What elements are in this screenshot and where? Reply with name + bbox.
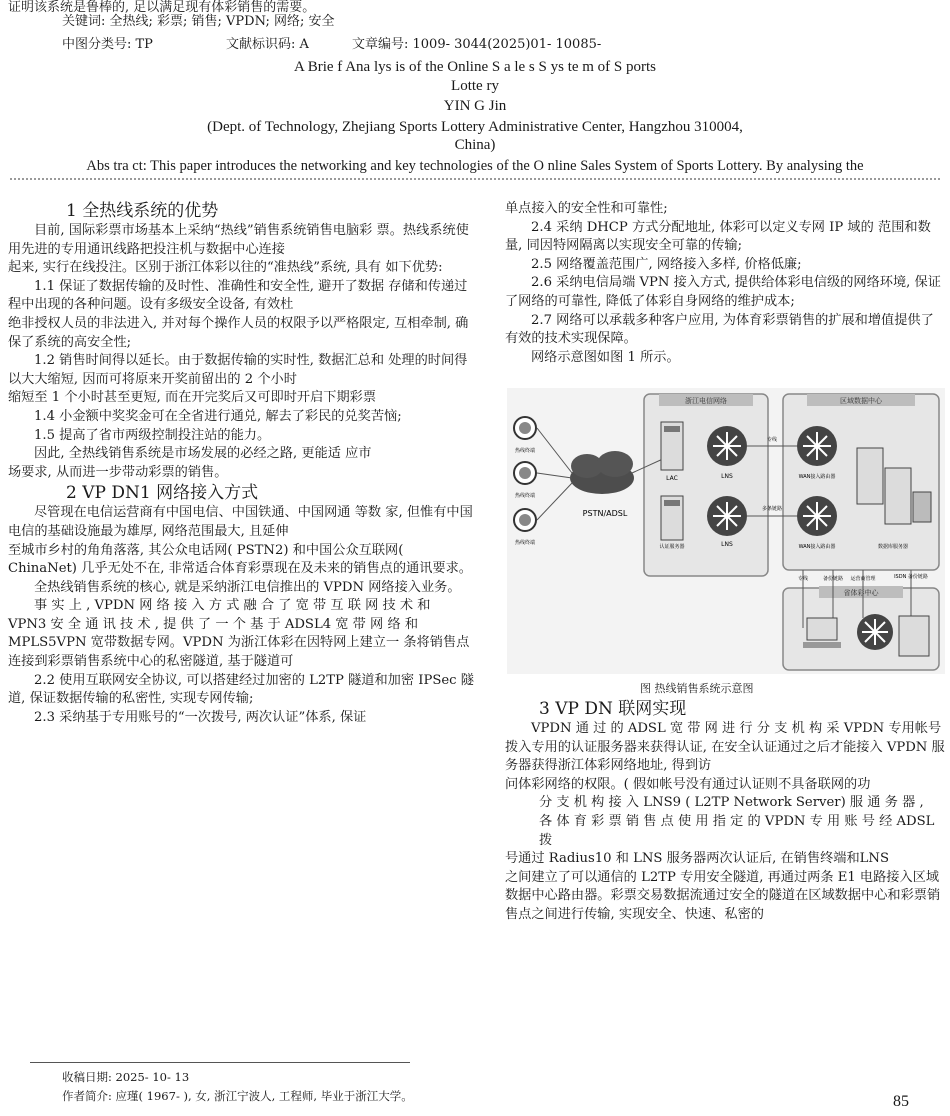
wan-router-label: WAN接入路由器 xyxy=(798,474,836,480)
paragraph: 缩短至 1 个小时甚至更短, 而在开完奖后又可即时开启下期彩票 xyxy=(8,390,377,406)
pstn-cloud xyxy=(570,451,634,518)
terminal-2 xyxy=(514,462,536,499)
keywords: 关键词: 全热线; 彩票; 销售; VPDN; 网络; 安全 xyxy=(62,14,335,29)
document-code: 文献标识码: A xyxy=(226,37,309,52)
province-center-label: 省体彩中心 xyxy=(843,589,879,597)
terminal-3 xyxy=(514,509,536,546)
classification-number: 中图分类号: TP xyxy=(62,37,153,52)
section-1-title: 1 全热线系统的优势 xyxy=(66,201,219,221)
link-line xyxy=(537,483,572,520)
wan-router-label: WAN接入路由器 xyxy=(798,544,836,550)
paragraph: 2.3 采纳基于专用账号的“一次拨号, 两次认证”体系, 保证 xyxy=(34,709,367,725)
english-title-line1: A Brie f Ana lys is of the Online S a le s S ys te m of S ports xyxy=(293,59,657,75)
terminal-label: 热线终端 xyxy=(514,448,536,454)
link-line xyxy=(537,428,572,473)
telecom-network-label: 浙江电信网络 xyxy=(685,397,727,405)
paragraph: 目前, 国际彩票市场基本上采纳“热线”销售系统销售电脑彩 票。热线系统使用先进的专用通讯线路把投注机与数据中心连接 xyxy=(8,223,469,257)
footnote-rule xyxy=(30,1062,410,1063)
paragraph: 至城市乡村的角角落落, 其公众电话网( PSTN2) 和中国公众互联网( ChinaNet) 几乎无处不在, 非常适合体育彩票现在及未来的销售点的通讯要求。 xyxy=(8,542,472,577)
paragraph: 2.2 使用互联网安全协议, 可以搭建经过加密的 L2TP 隧道和加密 IPSec 隧道, 保证数据传输的私密性, 实现专网传输; xyxy=(8,672,474,707)
region-center-label: 区域数据中心 xyxy=(840,397,882,405)
paragraph: MPLS5VPN 宽带数据专网。VPDN 为浙江体彩在因特网上建立一 条将销售点连接到彩票销售系统中心的私密隧道, 基于隧道可 xyxy=(8,635,470,670)
province-workstation xyxy=(803,618,841,648)
terminal-label: 热线终端 xyxy=(514,493,536,499)
paragraph: 2.6 采纳电信局端 VPN 接入方式, 提供给体彩电信级的网络环境, 保证了网络的可靠性, 降低了体彩自身网络的维护成本; xyxy=(505,275,941,309)
pstn-label: PSTN/ADSL xyxy=(582,509,628,518)
mgmt-label: 运营商管理 xyxy=(850,576,876,582)
db-server-label: 数据库服务器 xyxy=(877,544,909,550)
paragraph: 问体彩网络的权限。( 假如帐号没有通过认证则不具备联网的功 xyxy=(505,776,871,792)
received-date: 收稿日期: 2025- 10- 13 xyxy=(62,1070,190,1084)
paragraph: 1.4 小金额中奖奖金可在全省进行通兑, 解去了彩民的兑奖苦恼; xyxy=(34,408,402,424)
paragraph: 2.7 网络可以承载多种客户应用, 为体育彩票销售的扩展和增值提供了有效的技术实现保障。 xyxy=(505,312,934,347)
article-number: 文章编号: 1009- 3044(2025)01- 10085- xyxy=(352,37,602,52)
line-label-2: 专线 xyxy=(797,576,809,582)
lns-label: LNS xyxy=(721,541,733,548)
paragraph: 因此, 全热线销售系统是市场发展的必经之路, 更能适 应市 xyxy=(34,446,372,462)
paragraph: 1.1 保证了数据传输的及时性、准确性和安全性, 避开了数据 存储和传递过程中出现的各种问题。设有多级安全设备, 有效杜 xyxy=(8,278,468,313)
section-2-title: 2 VP DN1 网络接入方式 xyxy=(66,483,259,504)
right-column-top xyxy=(505,200,945,367)
lac-label: LAC xyxy=(666,475,678,482)
auth-server-label: 认证服务器 xyxy=(659,544,685,550)
line-label: 专线 xyxy=(766,437,778,443)
paragraph: 全热线销售系统的核心, 就是采纳浙江电信推出的 VPDN 网络接入业务。 xyxy=(34,579,461,595)
paragraph: 场要求, 从而进一步带动彩票的销售。 xyxy=(8,464,228,480)
left-column xyxy=(8,200,476,727)
paragraph: 各 体 育 彩 票 销 售 点 使 用 指 定 的 VPDN 专 用 账 号 经 ADSL 拨 xyxy=(539,813,935,848)
paragraph: 号通过 Radius10 和 LNS 服务器两次认证后, 在销售终端和LNS xyxy=(505,851,889,867)
network-diagram xyxy=(507,388,945,674)
paragraph: 起来, 实行在线投注。区别于浙江体彩以往的“准热线”系统, 具有 如下优势: xyxy=(8,260,443,276)
section-3-title: 3 VP DN 联网实现 xyxy=(539,699,687,719)
english-author: YIN G Jin xyxy=(443,98,507,114)
province-server xyxy=(899,616,929,656)
province-router xyxy=(857,614,893,650)
paragraph: 单点接入的安全性和可靠性; xyxy=(505,201,668,216)
english-affiliation-line1: (Dept. of Technology, Zhejiang Sports Lottery Administrative Center, Hangzhou 310004, xyxy=(207,119,743,135)
paragraph: 1.2 销售时间得以延长。由于数据传输的实时性, 数据汇总和 处理的时间得以大大缩短, 因而可将原来开奖前留出的 2 个小时 xyxy=(8,353,468,387)
paragraph: 分 支 机 构 接 入 LNS9 ( L2TP Network Server) 服 通 务 器 , xyxy=(539,795,924,811)
isdn-label: ISDN 备份链路 xyxy=(894,574,928,580)
backup-label: 备份链路 xyxy=(822,576,844,582)
lns-label: LNS xyxy=(721,473,733,480)
network-diagram-figure xyxy=(507,388,945,674)
terminal-label: 热线终端 xyxy=(514,540,536,546)
paragraph: 绝非授权人员的非法进入, 并对每个操作人员的权限予以严格限定, 互相牵制, 确保了系统的高安全性; xyxy=(8,315,469,350)
cutoff-line xyxy=(10,178,940,183)
paragraph: 2.4 采纳 DHCP 方式分配地址, 体彩可以定义专网 IP 域的 范围和数量, 同因特网隔离以实现安全可靠的传输; xyxy=(505,219,931,254)
english-title-line2: Lotte ry xyxy=(451,78,499,94)
multilink-label: 多条链路 xyxy=(761,506,783,512)
continued-text: 证明该系统是鲁棒的, 足以满足现有体彩销售的需要。 xyxy=(8,0,316,15)
paragraph: 2.5 网络覆盖范围广, 网络接入多样, 价格低廉; xyxy=(531,256,802,272)
link-line xyxy=(537,473,572,478)
paragraph: 尽管现在电信运营商有中国电信、中国铁通、中国网通 等数 家, 但惟有中国电信的基础设施最为雄厚, 网络范围最大, 且延伸 xyxy=(8,505,473,539)
page-number: 85 xyxy=(893,1093,909,1110)
author-bio: 作者简介: 应瑾( 1967- ), 女, 浙江宁波人, 工程师, 毕业于浙江大学。 xyxy=(62,1089,413,1103)
paragraph: 之间建立了可以通信的 L2TP 专用安全隧道, 再通过两条 E1 电路接入区域数据中心路由器。彩票交易数据流通过安全的隧道在区域数据中心和彩票销售点之间进行传输, 实现安全、快速、私密的 xyxy=(505,869,941,922)
english-affiliation-line2: China) xyxy=(454,137,496,153)
terminal-1 xyxy=(514,417,536,454)
paragraph: 事 实 上 , VPDN 网 络 接 入 方 式 融 合 了 宽 带 互 联 网 技 术 和 xyxy=(34,598,431,614)
paragraph: 网络示意图如图 1 所示。 xyxy=(531,349,680,365)
paragraph: VPDN 通 过 的 ADSL 宽 带 网 进 行 分 支 机 构 采 VPDN 专用帐号拨入专用的认证服务器来获得认证, 在安全认证通过之后才能接入 VPDN 服务器获得浙江体彩网络地址, 得到访 xyxy=(505,721,945,774)
english-abstract: Abs tra ct: This paper introduces the networking and key technologies of the O nline Sales System of Sports Lottery. By analysing the xyxy=(86,158,864,174)
paragraph: 1.5 提高了省市两级控制投注站的能力。 xyxy=(34,427,271,443)
paragraph: VPN3 安 全 通 讯 技 术 , 提 供 了 一 个 基 于 ADSL4 宽 带 网 络 和 xyxy=(8,616,419,632)
right-column-bottom xyxy=(505,698,945,925)
figure-caption: 图 热线销售系统示意图 xyxy=(640,682,754,695)
